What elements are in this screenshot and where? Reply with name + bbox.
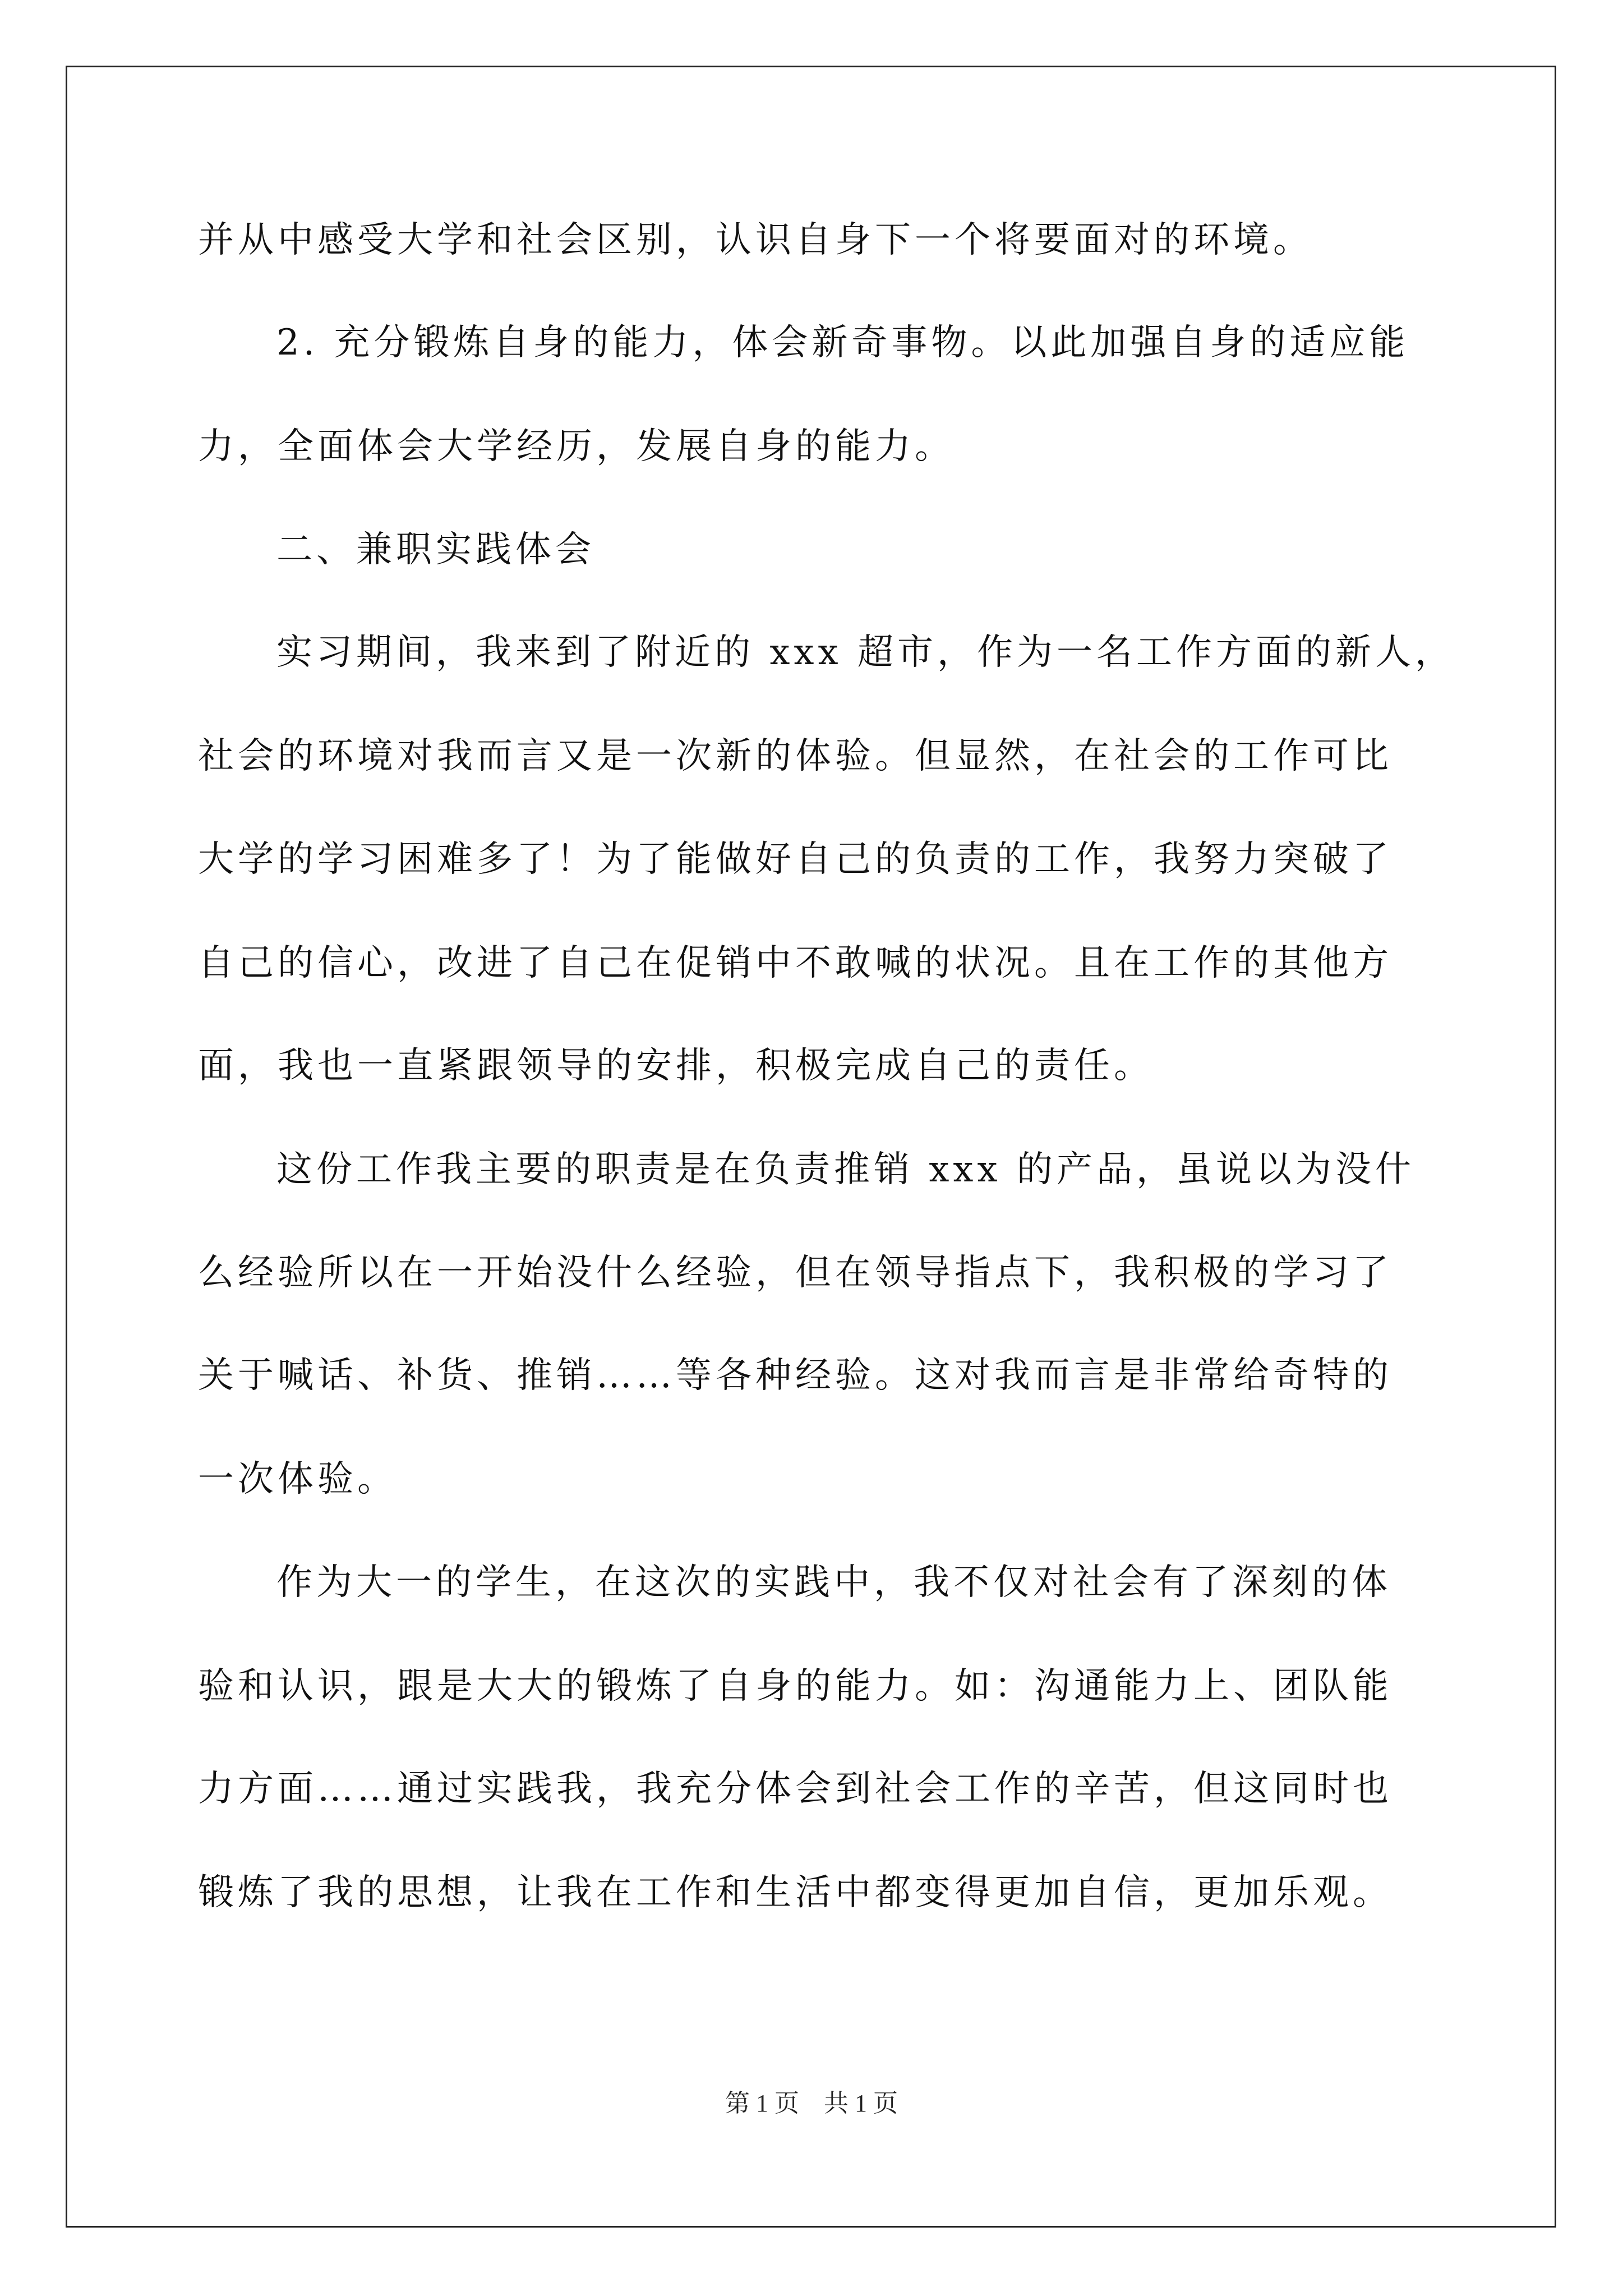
paragraph-line: 验和认识，跟是大大的锻炼了自身的能力。如：沟通能力上、团队能 [198,1665,1393,1707]
paragraph-line: 力方面……通过实践我，我充分体会到社会工作的辛苦，但这同时也 [198,1768,1393,1810]
paragraph-line: 面，我也一直紧跟领导的安排，积极完成自己的责任。 [198,1045,1154,1087]
paragraph-line: 锻炼了我的思想，让我在工作和生活中都变得更加自信，更加乐观。 [198,1872,1393,1913]
paragraph-line: 么经验所以在一开始没什么经验，但在领导指点下，我积极的学习了 [198,1252,1393,1294]
paragraph-line: 实习期间，我来到了附近的 xxx 超市，作为一名工作方面的新人， [276,632,1455,673]
paragraph-line: 一次体验。 [198,1458,397,1500]
paragraph-line: 大学的学习困难多了！为了能做好自己的负责的工作，我努力突破了 [198,839,1393,880]
section-heading: 二、兼职实践体会 [276,529,595,570]
paragraph-line: 自己的信心，改进了自己在促销中不敢喊的状况。且在工作的其他方 [198,942,1393,984]
paragraph-line: 这份工作我主要的职责是在负责推销 xxx 的产品，虽说以为没什 [276,1149,1415,1190]
paragraph-line: 作为大一的学生，在这次的实践中，我不仅对社会有了深刻的体 [276,1562,1391,1603]
paragraph-line: 力，全面体会大学经历，发展自身的能力。 [198,426,955,467]
paragraph-line: 关于喊话、补货、推销……等各种经验。这对我而言是非常给奇特的 [198,1355,1393,1396]
paragraph-line: 社会的环境对我而言又是一次新的体验。但显然，在社会的工作可比 [198,735,1393,777]
page-footer: 第 1 页 共 1 页 [725,2090,898,2117]
paragraph-line: 2. 充分锻炼自身的能力，体会新奇事物。以此加强自身的适应能 [276,322,1409,364]
paragraph-line: 并从中感受大学和社会区别，认识自身下一个将要面对的环境。 [198,219,1313,261]
